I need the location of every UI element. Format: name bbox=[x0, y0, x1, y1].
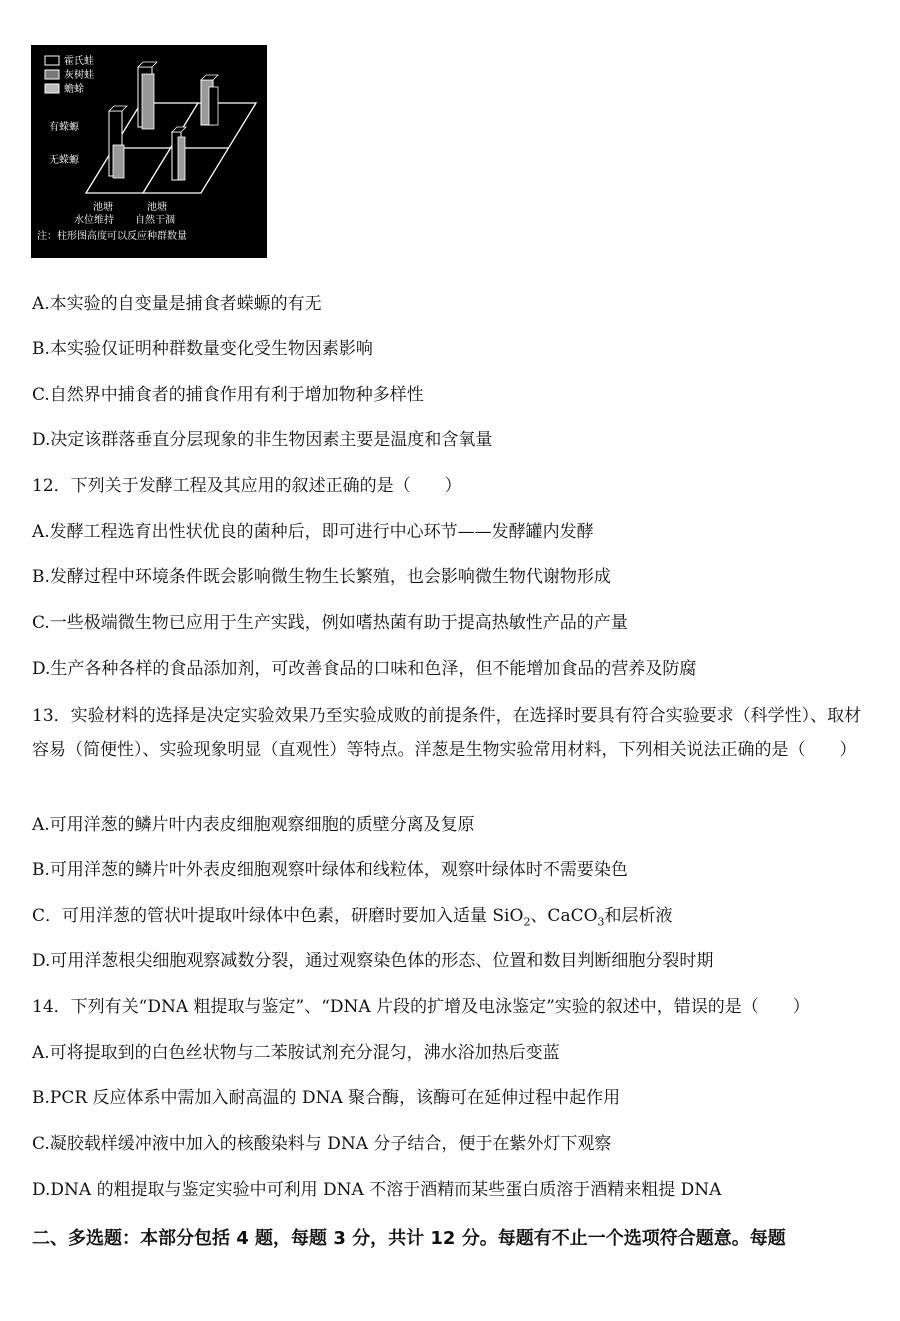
q12-option-b: B.发酵过程中环境条件既会影响微生物生长繁殖，也会影响微生物代谢物形成 bbox=[32, 567, 611, 587]
q13-option-c-sub2: 3 bbox=[597, 915, 605, 929]
q11-option-c: C.自然界中捕食者的捕食作用有利于增加物种多样性 bbox=[32, 385, 424, 405]
figure-note: 注：柱形图高度可以反应种群数量 bbox=[37, 231, 187, 242]
experiment-figure bbox=[31, 45, 267, 258]
col-label-natural-dry: 自然干涸 bbox=[135, 215, 175, 226]
legend-label-huoshiwa: 霍氏蛙 bbox=[64, 56, 94, 67]
legend-label-chanchu: 蟾蜍 bbox=[64, 84, 84, 95]
row-label-with-newt: 有蝾螈 bbox=[49, 122, 79, 133]
q11-option-d: D.决定该群落垂直分层现象的非生物因素主要是温度和含氧量 bbox=[32, 430, 493, 450]
q11-option-b: B.本实验仅证明种群数量变化受生物因素影响 bbox=[32, 339, 373, 359]
q13-option-c-part1: C．可用洋葱的管状叶提取叶绿体中色素，研磨时要加入适量 SiO bbox=[32, 906, 524, 926]
q13-option-d: D.可用洋葱根尖细胞观察减数分裂，通过观察染色体的形态、位置和数目判断细胞分裂时期 bbox=[32, 951, 714, 971]
bar-chanchu-4 bbox=[178, 137, 185, 180]
legend-swatch-huoshiwa bbox=[45, 56, 59, 65]
q14-option-b: B.PCR 反应体系中需加入耐高温的 DNA 聚合酶，该酶可在延伸过程中起作用 bbox=[32, 1088, 621, 1108]
q14-stem: 14．下列有关“DNA 粗提取与鉴定”、“DNA 片段的扩增及电泳鉴定”实验的叙述中，错误的是（ ） bbox=[32, 997, 810, 1017]
q14-option-d: D.DNA 的粗提取与鉴定实验中可利用 DNA 不溶于酒精而某些蛋白质溶于酒精来粗提 DNA bbox=[32, 1180, 722, 1200]
bar-huishuwa-1 bbox=[142, 74, 154, 129]
bar-chanchu-3 bbox=[113, 145, 124, 178]
col-label-pond-1: 池塘 bbox=[93, 202, 113, 213]
q11-option-a: A.本实验的自变量是捕食者蝾螈的有无 bbox=[32, 294, 322, 314]
q13-option-c-part3: 和层析液 bbox=[604, 906, 673, 926]
legend-swatch-huishuwa bbox=[45, 70, 59, 79]
bar-huoshiwa-2 bbox=[209, 87, 218, 125]
legend-label-huishuwa: 灰树蛙 bbox=[64, 70, 94, 81]
col-label-pond-2: 池塘 bbox=[147, 202, 167, 213]
row-label-without-newt: 无蝾螈 bbox=[49, 155, 79, 166]
q12-option-c: C.一些极端微生物已应用于生产实践，例如嗜热菌有助于提高热敏性产品的产量 bbox=[32, 613, 628, 633]
q13-option-c-sub1: 2 bbox=[523, 915, 531, 929]
q12-stem: 12．下列关于发酵工程及其应用的叙述正确的是（ ） bbox=[32, 476, 462, 496]
q13-option-b: B.可用洋葱的鳞片叶外表皮细胞观察叶绿体和线粒体，观察叶绿体时不需要染色 bbox=[32, 860, 628, 880]
col-label-water-maintained: 水位维持 bbox=[74, 215, 114, 226]
section-2-heading: 二、多选题：本部分包括 4 题，每题 3 分，共计 12 分。每题有不止一个选项符合题意。每题 bbox=[32, 1228, 786, 1249]
q13-option-c bbox=[32, 905, 673, 933]
q14-option-a: A.可将提取到的白色丝状物与二苯胺试剂充分混匀，沸水浴加热后变蓝 bbox=[32, 1043, 560, 1063]
q12-option-d: D.生产各种各样的食品添加剂，可改善食品的口味和色泽，但不能增加食品的营养及防腐 bbox=[32, 659, 697, 679]
q14-option-c: C.凝胶载样缓冲液中加入的核酸染料与 DNA 分子结合，便于在紫外灯下观察 bbox=[32, 1134, 612, 1154]
q13-option-a: A.可用洋葱的鳞片叶内表皮细胞观察细胞的质壁分离及复原 bbox=[32, 815, 475, 835]
q13-stem: 13．实验材料的选择是决定实验效果乃至实验成败的前提条件，在选择时要具有符合实验要求（科学性）、取材容易（简便性）、实验现象明显（直观性）等特点。洋葱是生物实验常用材料，下列相关说法正确的是（ ） bbox=[32, 706, 862, 760]
legend-swatch-chanchu bbox=[45, 84, 59, 93]
q12-option-a: A.发酵工程选育出性状优良的菌种后，即可进行中心环节——发酵罐内发酵 bbox=[32, 522, 594, 542]
q13-option-c-part2: 、CaCO bbox=[530, 906, 598, 926]
